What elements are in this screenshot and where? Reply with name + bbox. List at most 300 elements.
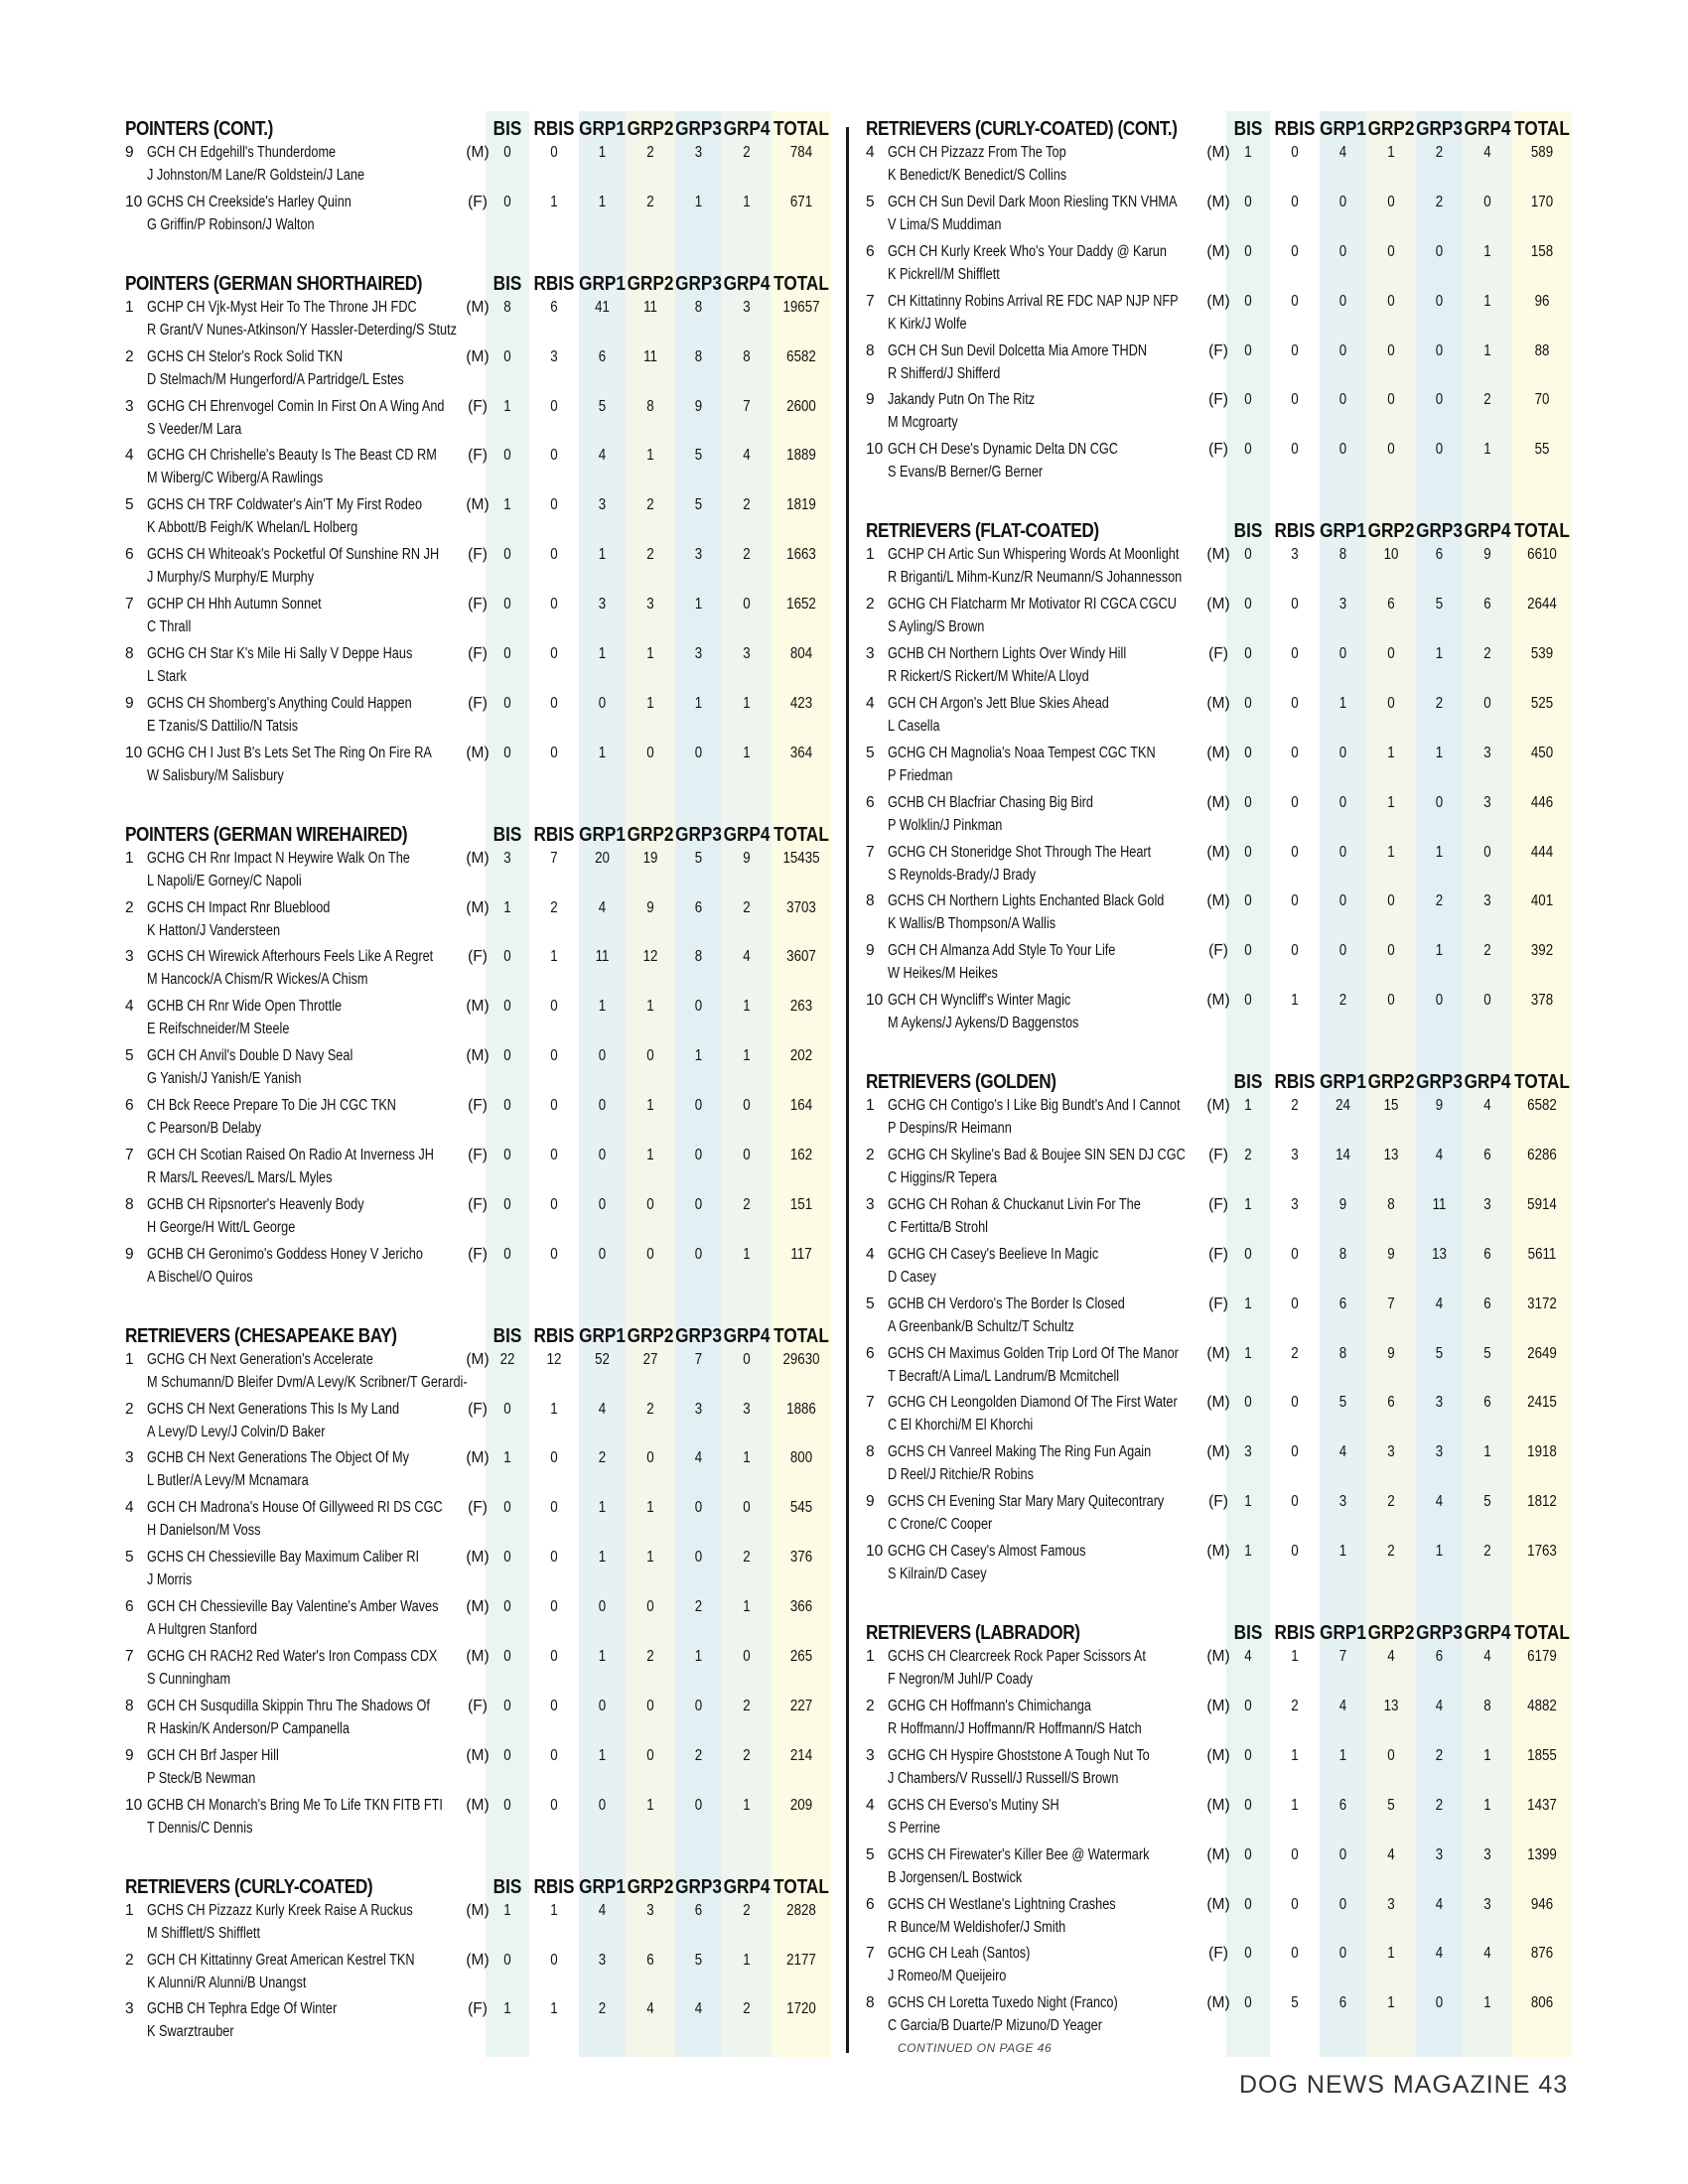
stat-header-grp4: GRP4: [1464, 1071, 1511, 1094]
stat-grp1: 1: [598, 193, 607, 210]
ranking-entry: [864, 1843, 1589, 1893]
stat-grp2: 2: [646, 496, 654, 514]
stat-bis: 0: [503, 347, 511, 365]
entry-rank: 3: [866, 1195, 875, 1213]
stat-grp3: 2: [1435, 694, 1444, 712]
entry-rank: 7: [866, 1394, 875, 1412]
stat-grp3: 1: [1435, 843, 1444, 861]
stat-rbis: 2: [1291, 1697, 1299, 1714]
dog-sex: (M): [466, 496, 490, 514]
ranking-entry: [123, 692, 848, 742]
ranking-entry: [123, 543, 848, 593]
stat-total: 2415: [1527, 1394, 1557, 1412]
stat-bis: 0: [503, 193, 511, 210]
stat-grp2: 1: [1387, 843, 1395, 861]
stat-bis: 0: [1244, 1845, 1252, 1863]
stat-rbis: 5: [1291, 1994, 1299, 2012]
stat-bis: 0: [1244, 645, 1252, 663]
stat-bis: 0: [503, 1598, 511, 1616]
ranking-entry: [864, 141, 1589, 191]
owner-names: S Veeder/M Lara: [147, 420, 242, 438]
stat-grp1: 0: [1338, 942, 1347, 960]
entry-rank: 4: [866, 694, 875, 712]
stat-grp2: 2: [646, 546, 654, 564]
stat-grp1: 0: [598, 1195, 607, 1213]
stat-header-bis: BIS: [492, 823, 522, 846]
owner-names: K Wallis/B Thompson/A Wallis: [888, 915, 1056, 933]
ranking-entry: [123, 1348, 848, 1398]
section-title: RETRIEVERS (CHESAPEAKE BAY): [125, 1324, 397, 1347]
ranking-entry: [123, 1398, 848, 1447]
stat-header-grp2: GRP2: [1367, 118, 1415, 140]
entry-rank: 9: [125, 1245, 134, 1263]
stat-grp3: 3: [694, 144, 703, 161]
stat-grp4: 7: [743, 397, 751, 415]
ranking-entry: [864, 1695, 1589, 1744]
stat-grp2: 8: [1387, 1195, 1395, 1213]
stat-rbis: 3: [1291, 546, 1299, 564]
stat-grp4: 4: [743, 948, 751, 966]
owner-names: L Napoli/E Gorney/C Napoli: [147, 872, 302, 889]
stat-grp2: 1: [646, 1147, 654, 1164]
stat-grp2: 0: [646, 1449, 654, 1467]
stat-bis: 0: [1244, 942, 1252, 960]
dog-sex: (M): [1206, 546, 1230, 564]
stat-total: 1720: [786, 2000, 816, 2018]
dog-sex: (F): [468, 645, 488, 663]
dog-sex: (F): [468, 546, 488, 564]
entry-rank: 6: [125, 1598, 134, 1616]
dog-sex: (M): [1206, 1344, 1230, 1362]
stat-grp2: 19: [642, 849, 658, 867]
stat-grp4: 4: [743, 447, 751, 465]
stat-grp2: 2: [1387, 1543, 1395, 1561]
stat-grp4: 3: [743, 1400, 751, 1418]
stat-bis: 1: [1244, 1195, 1252, 1213]
stat-grp2: 0: [1387, 391, 1395, 409]
stat-grp2: 9: [646, 898, 654, 916]
dog-name: GCHG CH Chrishelle's Beauty Is The Beast CD RM: [147, 447, 437, 465]
stat-grp2: 1: [1387, 1945, 1395, 1963]
dog-name: GCHS CH Maximus Golden Trip Lord Of The Manor: [888, 1344, 1179, 1362]
stat-total: 29630: [782, 1350, 820, 1368]
entry-rank: 8: [125, 1195, 134, 1213]
dog-name: GCH CH Kurly Kreek Who's Your Daddy @ Karun: [888, 242, 1167, 260]
entry-rank: 1: [125, 1901, 134, 1919]
ranking-entry: [123, 1546, 848, 1595]
stat-grp4: 0: [1483, 843, 1491, 861]
stat-rbis: 0: [550, 998, 558, 1016]
stat-total: 401: [1530, 892, 1554, 910]
stat-header-bis: BIS: [1233, 118, 1263, 140]
stat-grp2: 6: [646, 1951, 654, 1969]
dog-name: GCH CH Wyncliff's Winter Magic: [888, 992, 1071, 1010]
stat-grp3: 1: [1435, 1543, 1444, 1561]
stat-bis: 0: [503, 1195, 511, 1213]
dog-name: GCHG CH RACH2 Red Water's Iron Compass CDX: [147, 1648, 438, 1666]
dog-sex: (M): [1206, 992, 1230, 1010]
stat-grp3: 13: [1432, 1245, 1447, 1263]
owner-names: R Shifferd/J Shifferd: [888, 364, 1001, 382]
ranking-entry: [123, 1695, 848, 1744]
dog-sex: (M): [1206, 793, 1230, 811]
stat-bis: 1: [503, 1449, 511, 1467]
stat-bis: 0: [503, 1499, 511, 1517]
entry-rank: 2: [125, 347, 134, 365]
stat-grp3: 5: [1435, 1344, 1444, 1362]
owner-names: K Abbott/B Feigh/K Whelan/L Holberg: [147, 519, 358, 537]
stat-header-rbis: RBIS: [1274, 520, 1316, 543]
dog-name: GCHS CH Chessieville Bay Maximum Caliber RI: [147, 1549, 420, 1567]
stat-rbis: 0: [550, 1195, 558, 1213]
ranking-entry: [123, 1794, 848, 1843]
dog-name: GCHS CH TRF Coldwater's Ain'T My First Rodeo: [147, 496, 423, 514]
stat-grp4: 2: [743, 1549, 751, 1567]
stat-grp3: 1: [694, 1047, 703, 1065]
owner-names: R Briganti/L Mihm-Kunz/R Neumann/S Johannesson: [888, 569, 1183, 587]
stat-grp1: 1: [598, 144, 607, 161]
breed-section: [123, 111, 848, 240]
stat-grp1: 8: [1338, 1245, 1347, 1263]
stat-header-total: TOTAL: [1514, 1071, 1570, 1094]
stat-total: 450: [1530, 744, 1554, 761]
dog-name: GCHS CH Westlane's Lightning Crashes: [888, 1895, 1116, 1913]
stat-grp1: 24: [1336, 1097, 1350, 1115]
dog-name: GCHS CH Wirewick Afterhours Feels Like A Regret: [147, 948, 434, 966]
stat-grp2: 5: [1387, 1796, 1395, 1814]
stat-grp1: 1: [598, 1499, 607, 1517]
dog-name: GCH CH Pizzazz From The Top: [888, 144, 1066, 161]
stat-grp2: 3: [646, 1901, 654, 1919]
dog-name: GCHS CH Stelor's Rock Solid TKN: [147, 347, 344, 365]
dog-name: GCHG CH Next Generation's Accelerate: [147, 1350, 373, 1368]
stat-bis: 0: [1244, 892, 1252, 910]
stat-rbis: 0: [550, 144, 558, 161]
stat-grp3: 1: [1435, 744, 1444, 761]
stat-grp4: 3: [1483, 793, 1491, 811]
stat-header-grp3: GRP3: [675, 1875, 722, 1898]
dog-sex: (F): [468, 1147, 488, 1164]
stat-total: 6179: [1527, 1648, 1557, 1666]
stat-total: 15435: [782, 849, 820, 867]
dog-name: GCH CH Brf Jasper Hill: [147, 1746, 279, 1764]
dog-name: GCHG CH Contigo's I Like Big Bundt's And I Cannot: [888, 1097, 1181, 1115]
stat-total: 800: [789, 1449, 813, 1467]
dog-name: GCHG CH Casey's Almost Famous: [888, 1543, 1086, 1561]
stat-bis: 1: [1244, 1344, 1252, 1362]
dog-sex: (M): [1206, 1443, 1230, 1461]
stat-bis: 1: [503, 2000, 511, 2018]
stat-grp4: 4: [1483, 1097, 1491, 1115]
stat-bis: 0: [1244, 992, 1252, 1010]
stat-grp1: 1: [598, 645, 607, 663]
stat-header-grp2: GRP2: [627, 272, 674, 295]
stat-bis: 0: [503, 546, 511, 564]
stat-grp3: 6: [694, 898, 703, 916]
stat-grp4: 0: [743, 596, 751, 614]
ranking-entry: [123, 742, 848, 791]
column-divider: [846, 127, 849, 2053]
breed-section: [864, 1064, 1589, 1589]
stat-grp3: 4: [1435, 1895, 1444, 1913]
dog-sex: (F): [468, 193, 488, 210]
stat-grp1: 5: [598, 397, 607, 415]
entry-rank: 6: [866, 793, 875, 811]
stat-total: 1437: [1527, 1796, 1557, 1814]
stat-grp1: 1: [598, 546, 607, 564]
stat-grp4: 4: [1483, 1648, 1491, 1666]
stat-total: 88: [1534, 341, 1550, 359]
entry-rank: 9: [125, 694, 134, 712]
entry-rank: 3: [125, 948, 134, 966]
stat-total: 1812: [1527, 1493, 1557, 1511]
dog-sex: (M): [466, 898, 490, 916]
owner-names: S Reynolds-Brady/J Brady: [888, 866, 1037, 884]
dog-name: GCHB CH Rnr Wide Open Throttle: [147, 998, 343, 1016]
dog-sex: (F): [1208, 1245, 1228, 1263]
section-title: POINTERS (CONT.): [125, 118, 273, 140]
stat-bis: 0: [503, 144, 511, 161]
dog-name: GCHG CH Hoffmann's Chimichanga: [888, 1697, 1091, 1714]
stat-header-grp4: GRP4: [723, 823, 771, 846]
dog-sex: (M): [1206, 843, 1230, 861]
stat-grp3: 5: [694, 496, 703, 514]
owner-names: L Stark: [147, 668, 187, 686]
stat-total: 671: [789, 193, 813, 210]
ranking-entry: [123, 896, 848, 946]
dog-name: CH Kittatinny Robins Arrival RE FDC NAP NJP NFP: [888, 292, 1179, 310]
stat-grp3: 5: [1435, 596, 1444, 614]
owner-names: E Reifschneider/M Steele: [147, 1021, 290, 1038]
stat-grp1: 1: [598, 1648, 607, 1666]
dog-sex: (F): [468, 1245, 488, 1263]
stat-grp1: 0: [1338, 341, 1347, 359]
entry-rank: 2: [125, 898, 134, 916]
dog-name: GCHG CH Ehrenvogel Comin In First On A Wing And: [147, 397, 445, 415]
entry-rank: 1: [866, 1097, 875, 1115]
owner-names: K Kirk/J Wolfe: [888, 315, 967, 333]
stat-total: 6610: [1527, 546, 1557, 564]
stat-header-grp1: GRP1: [579, 1324, 626, 1347]
stat-header-rbis: RBIS: [533, 1875, 575, 1898]
entry-rank: 9: [125, 144, 134, 161]
owner-names: A Levy/D Levy/J Colvin/D Baker: [147, 1423, 326, 1440]
right-column: [864, 111, 1589, 2057]
stat-grp1: 11: [595, 948, 610, 966]
stat-grp2: 6: [1387, 596, 1395, 614]
stat-grp4: 0: [743, 1147, 751, 1164]
stat-header-grp1: GRP1: [579, 1875, 626, 1898]
ranking-entry: [864, 692, 1589, 742]
dog-sex: (F): [1208, 1195, 1228, 1213]
stat-header-grp2: GRP2: [627, 118, 674, 140]
dog-name: GCHG CH Hyspire Ghoststone A Tough Nut To: [888, 1746, 1150, 1764]
stat-grp2: 3: [646, 596, 654, 614]
stat-grp1: 4: [598, 447, 607, 465]
stat-header-grp4: GRP4: [1464, 520, 1511, 543]
stat-rbis: 0: [1291, 441, 1299, 459]
stat-bis: 0: [1244, 596, 1252, 614]
stat-grp2: 4: [646, 2000, 654, 2018]
stat-header-total: TOTAL: [1514, 1622, 1570, 1645]
stat-rbis: 0: [550, 1097, 558, 1115]
ranking-entry: [123, 1094, 848, 1144]
stat-total: 117: [790, 1245, 812, 1263]
entry-rank: 3: [866, 645, 875, 663]
stat-grp4: 0: [1483, 193, 1491, 210]
stat-rbis: 0: [1291, 744, 1299, 761]
stat-grp1: 0: [598, 1598, 607, 1616]
dog-sex: (F): [1208, 645, 1228, 663]
stat-total: 19657: [782, 298, 820, 316]
dog-name: GCHG CH Star K's Mile Hi Sally V Deppe Haus: [147, 645, 413, 663]
owner-names: J Romeo/M Queijeiro: [888, 1968, 1007, 1985]
dog-sex: (M): [1206, 694, 1230, 712]
stat-total: 2177: [786, 1951, 816, 1969]
stat-header-grp1: GRP1: [579, 823, 626, 846]
stat-total: 446: [1530, 793, 1554, 811]
stat-total: 1855: [1527, 1746, 1557, 1764]
dog-sex: (F): [468, 694, 488, 712]
stat-grp2: 13: [1383, 1147, 1399, 1164]
stat-total: 3703: [786, 898, 816, 916]
stat-rbis: 1: [1291, 1648, 1299, 1666]
stat-grp3: 8: [694, 298, 703, 316]
dog-name: GCHS CH Impact Rnr Blueblood: [147, 898, 331, 916]
ranking-entry: [864, 841, 1589, 890]
stat-grp1: 3: [598, 596, 607, 614]
owner-names: K Swarztrauber: [147, 2023, 234, 2041]
entry-rank: 7: [125, 596, 134, 614]
entry-rank: 1: [866, 546, 875, 564]
stat-total: 806: [1530, 1994, 1554, 2012]
stat-header-rbis: RBIS: [533, 1324, 575, 1347]
ranking-entry: [123, 1496, 848, 1546]
dog-name: GCHP CH Vjk-Myst Heir To The Throne JH FDC: [147, 298, 417, 316]
stat-grp2: 1: [1387, 793, 1395, 811]
stat-header-grp3: GRP3: [675, 272, 722, 295]
entry-rank: 6: [125, 1097, 134, 1115]
stat-grp1: 0: [598, 1147, 607, 1164]
dog-name: GCHG CH Rnr Impact N Heywire Walk On The: [147, 849, 410, 867]
stat-rbis: 0: [550, 1047, 558, 1065]
stat-total: 6286: [1527, 1147, 1557, 1164]
stat-grp4: 3: [743, 645, 751, 663]
dog-sex: (M): [466, 744, 490, 761]
owner-names: K Alunni/R Alunni/B Unangst: [147, 1974, 307, 1991]
stat-rbis: 0: [550, 1796, 558, 1814]
entry-rank: 8: [866, 892, 875, 910]
stat-grp4: 1: [1483, 441, 1491, 459]
page-footer: DOG NEWS MAGAZINE 43: [1239, 2071, 1569, 2099]
stat-grp3: 3: [1435, 1394, 1444, 1412]
stat-bis: 0: [1244, 744, 1252, 761]
entry-rank: 6: [866, 1895, 875, 1913]
stat-total: 214: [789, 1746, 813, 1764]
stat-grp4: 1: [743, 1449, 751, 1467]
ranking-entry: [864, 1193, 1589, 1243]
stat-total: 4882: [1527, 1697, 1557, 1714]
stat-grp3: 2: [1435, 892, 1444, 910]
dog-sex: (M): [1206, 596, 1230, 614]
stat-grp2: 0: [1387, 341, 1395, 359]
stat-grp4: 6: [1483, 596, 1491, 614]
stat-grp1: 1: [598, 998, 607, 1016]
stat-header-grp1: GRP1: [1320, 1071, 1366, 1094]
dog-sex: (F): [468, 397, 488, 415]
section-header: [864, 1615, 1589, 1645]
left-column: [123, 111, 848, 2057]
stat-grp2: 0: [1387, 1746, 1395, 1764]
ranking-entry: [864, 1991, 1589, 2041]
stat-grp2: 13: [1383, 1697, 1399, 1714]
stat-grp1: 0: [1338, 1845, 1347, 1863]
stat-grp3: 0: [1435, 992, 1444, 1010]
entry-rank: 8: [866, 341, 875, 359]
stat-header-bis: BIS: [492, 1324, 522, 1347]
dog-name: GCHB CH Ripsnorter's Heavenly Body: [147, 1195, 364, 1213]
stat-grp4: 1: [743, 744, 751, 761]
dog-sex: (F): [1208, 441, 1228, 459]
stat-rbis: 1: [1291, 992, 1299, 1010]
ranking-entry: [864, 1342, 1589, 1392]
dog-sex: (M): [1206, 744, 1230, 761]
section-header: [123, 1869, 848, 1899]
stat-bis: 0: [1244, 1994, 1252, 2012]
ranking-entry: [123, 493, 848, 543]
section-header: [123, 817, 848, 847]
stat-rbis: 0: [550, 645, 558, 663]
stat-grp1: 20: [595, 849, 610, 867]
stat-grp3: 1: [694, 1648, 703, 1666]
stat-grp2: 0: [1387, 645, 1395, 663]
stat-grp3: 3: [694, 645, 703, 663]
stat-grp3: 3: [694, 1400, 703, 1418]
stat-total: 227: [789, 1697, 813, 1714]
section-title: RETRIEVERS (GOLDEN): [866, 1071, 1056, 1094]
stat-total: 162: [789, 1147, 813, 1164]
owner-names: M Mcgroarty: [888, 414, 958, 432]
stat-header-total: TOTAL: [774, 1875, 829, 1898]
stat-grp3: 1: [694, 596, 703, 614]
stat-grp2: 2: [646, 193, 654, 210]
stat-bis: 0: [503, 1951, 511, 1969]
stat-grp2: 1: [646, 645, 654, 663]
stat-rbis: 1: [550, 193, 558, 210]
section-header: [123, 1318, 848, 1348]
stat-grp1: 8: [1338, 546, 1347, 564]
stat-grp2: 11: [643, 347, 657, 365]
dog-sex: (M): [466, 1350, 490, 1368]
ranking-entry: [123, 1243, 848, 1293]
entry-rank: 8: [125, 1697, 134, 1714]
stat-header-grp1: GRP1: [1320, 118, 1366, 140]
stat-grp2: 1: [1387, 744, 1395, 761]
dog-name: GCH CH Scotian Raised On Radio At Inverness JH: [147, 1147, 434, 1164]
entry-rank: 1: [125, 1350, 134, 1368]
dog-sex: (M): [466, 1047, 490, 1065]
entry-rank: 4: [125, 998, 134, 1016]
ranking-entry: [123, 1949, 848, 1998]
stat-rbis: 0: [1291, 242, 1299, 260]
dog-sex: (M): [1206, 292, 1230, 310]
stat-grp1: 1: [1338, 694, 1347, 712]
entry-rank: 5: [125, 1549, 134, 1567]
stat-total: 55: [1534, 441, 1550, 459]
stat-grp2: 0: [646, 1245, 654, 1263]
entry-rank: 1: [866, 1648, 875, 1666]
stat-rbis: 0: [550, 496, 558, 514]
